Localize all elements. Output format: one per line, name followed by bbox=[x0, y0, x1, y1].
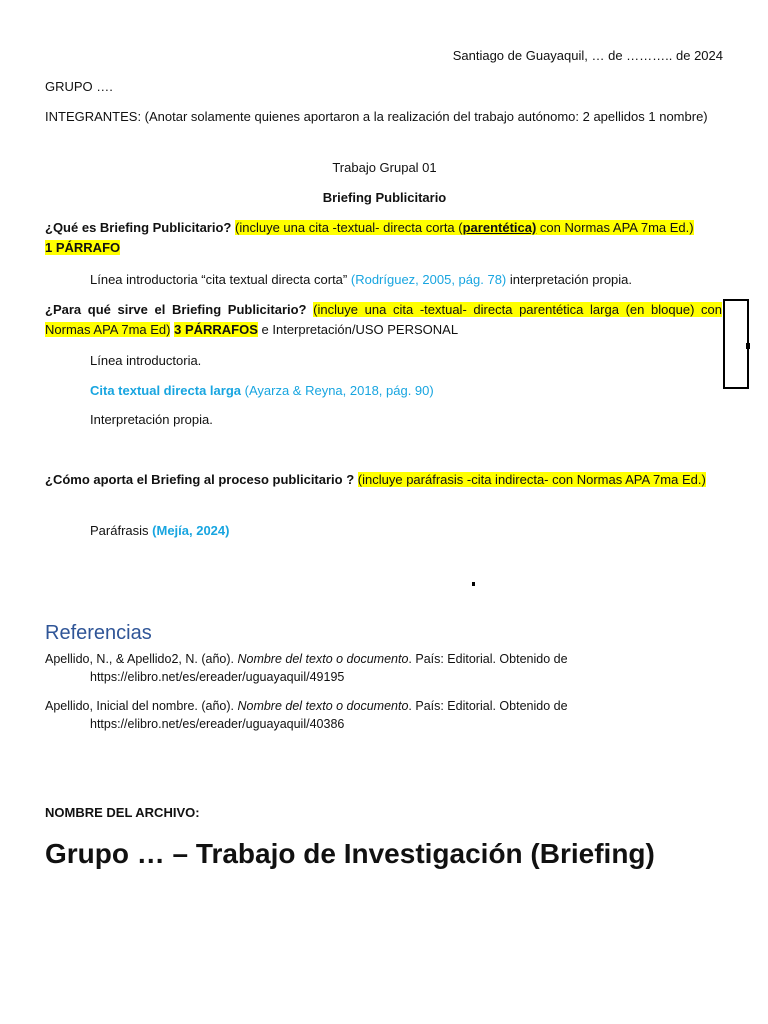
reference-lead: Apellido, N., & Apellido2, N. (año). bbox=[45, 652, 238, 666]
q3-paraphrase: Paráfrasis bbox=[90, 523, 149, 538]
q1-intro: Línea introductoria “cita textual directa corta” bbox=[90, 272, 348, 287]
q1-block bbox=[45, 218, 724, 258]
q2-block bbox=[45, 300, 722, 340]
reference-title: Nombre del texto o documento bbox=[237, 699, 409, 713]
q1-intro-line bbox=[90, 270, 632, 290]
references-heading: Referencias bbox=[45, 622, 152, 644]
q1-after: interpretación propia. bbox=[509, 272, 633, 287]
q2-intro: Línea introductoria. bbox=[90, 353, 202, 368]
q1-note bbox=[235, 220, 694, 235]
q2-citation: (Ayarza & Reyna, 2018, pág. 90) bbox=[244, 383, 434, 398]
q2-note: (incluye una cita -textual- directa parentética larga (en bloque) con Normas APA 7ma Ed) bbox=[45, 302, 722, 337]
reference-lead: Apellido, Inicial del nombre. (año). bbox=[45, 699, 238, 713]
q2-interpretation: Interpretación propia. bbox=[90, 412, 213, 427]
q1-paragraph-count: 1 PÁRRAFO bbox=[45, 240, 121, 255]
q1-note-c: con Normas APA 7ma Ed.) bbox=[536, 220, 694, 235]
q3-note: (incluye paráfrasis -cita indirecta- con Normas APA 7ma Ed.) bbox=[357, 472, 706, 487]
q2-quote-line bbox=[90, 381, 434, 401]
margin-bracket-tick bbox=[746, 343, 750, 349]
stray-dot bbox=[472, 582, 475, 586]
file-name-value: Grupo … – Trabajo de Investigación (Briefing) bbox=[45, 838, 655, 869]
reference-title: Nombre del texto o documento bbox=[237, 652, 409, 666]
reference-item bbox=[45, 697, 665, 733]
reference-url: https://elibro.net/es/ereader/uguayaquil/49195 bbox=[90, 670, 345, 684]
members-line: INTEGRANTES: (Anotar solamente quienes aportaron a la realización del trabajo autónomo: 2 apellidos 1 nombre) bbox=[45, 109, 708, 124]
reference-tail: . País: Editorial. Obtenido de bbox=[408, 699, 568, 713]
q2-question: ¿Para qué sirve el Briefing Publicitario? bbox=[45, 302, 307, 317]
q1-question: ¿Qué es Briefing Publicitario? bbox=[45, 220, 232, 235]
date-line: Santiago de Guayaquil, … de ……….. de 2024 bbox=[452, 48, 723, 63]
topic-title: Briefing Publicitario bbox=[322, 190, 447, 205]
file-name-label: NOMBRE DEL ARCHIVO: bbox=[45, 805, 200, 820]
reference-item bbox=[45, 650, 665, 686]
q3-question: ¿Cómo aporta el Briefing al proceso publicitario ? bbox=[45, 472, 355, 487]
q3-block bbox=[45, 470, 724, 490]
reference-tail: . País: Editorial. Obtenido de bbox=[408, 652, 568, 666]
q1-note-a: (incluye una cita -textual- directa corta ( bbox=[235, 220, 463, 235]
q1-citation: (Rodríguez, 2005, pág. 78) bbox=[350, 272, 507, 287]
q3-paraphrase-line bbox=[90, 521, 229, 541]
assignment-title: Trabajo Grupal 01 bbox=[332, 160, 437, 175]
q3-citation: (Mejía, 2024) bbox=[152, 523, 230, 538]
q2-block-quote: Cita textual directa larga bbox=[90, 383, 241, 398]
reference-url: https://elibro.net/es/ereader/uguayaquil/40386 bbox=[90, 717, 345, 731]
group-line: GRUPO …. bbox=[45, 79, 113, 94]
q2-tail: e Interpretación/USO PERSONAL bbox=[257, 322, 459, 337]
q1-note-b: parentética) bbox=[462, 220, 537, 235]
margin-bracket bbox=[723, 299, 749, 389]
q2-paragraph-count: 3 PÁRRAFOS bbox=[174, 322, 258, 337]
